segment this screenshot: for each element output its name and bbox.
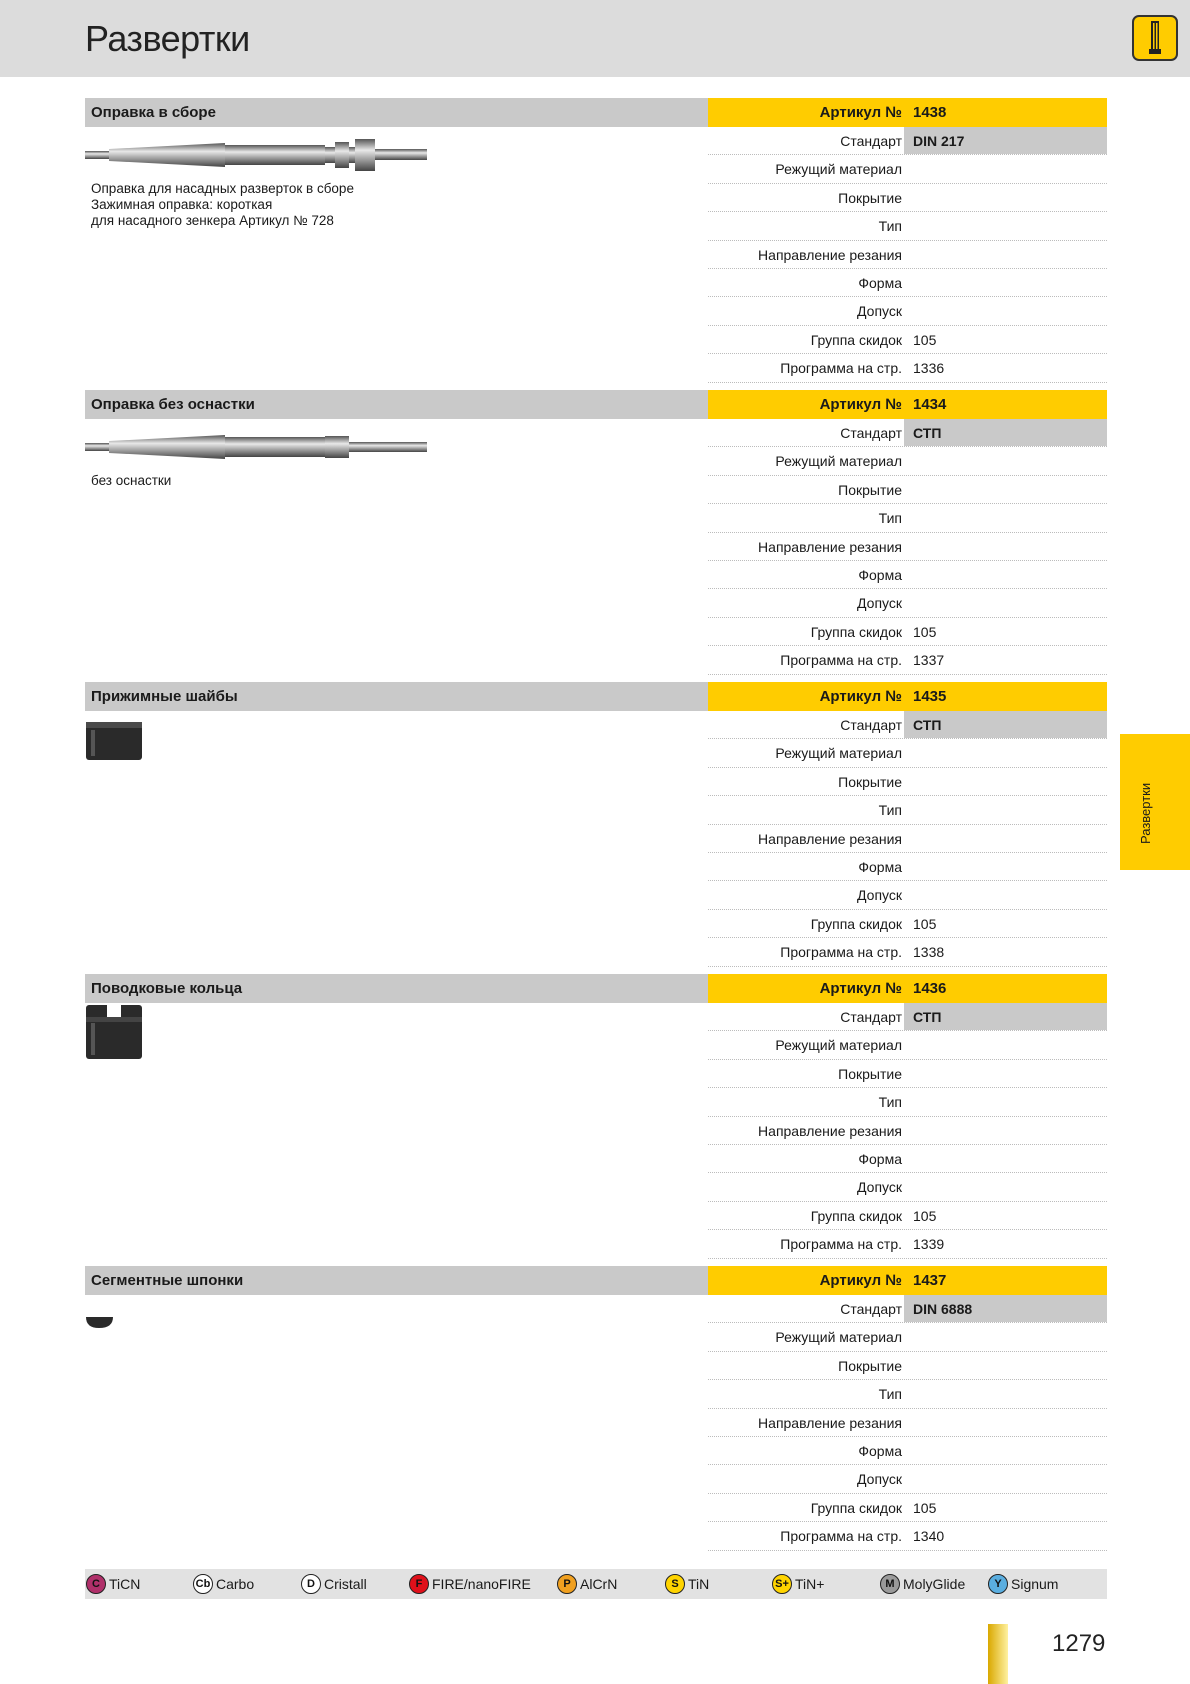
program-page-link[interactable]: 1339 <box>913 1236 945 1253</box>
row-standard: Стандарт СТП <box>708 1003 1107 1031</box>
discount-value: 105 <box>913 1207 937 1224</box>
row-discount: Группа скидок 105 <box>708 326 1107 354</box>
ticn-icon: C <box>86 1574 106 1594</box>
page-title: Развертки <box>85 18 250 59</box>
row-discount: Группа скидок 105 <box>708 910 1107 938</box>
row-type: Тип <box>708 504 1107 532</box>
row-program: Программа на стр. 1337 <box>708 646 1107 674</box>
standard-value: DIN 6888 <box>904 1295 1107 1322</box>
section-1434 <box>85 390 1107 682</box>
section-header <box>85 974 1107 1003</box>
program-page-link[interactable]: 1340 <box>913 1528 945 1545</box>
section-title: Сегментные шпонки <box>85 1266 708 1295</box>
section-title: Оправка в сборе <box>85 98 708 127</box>
section-title: Поводковые кольца <box>85 974 708 1003</box>
standard-value: DIN 217 <box>904 127 1107 154</box>
tin-icon: S <box>665 1574 685 1594</box>
row-material: Режущий материал <box>708 447 1107 475</box>
row-tolerance: Допуск <box>708 1465 1107 1493</box>
row-coating: Покрытие <box>708 476 1107 504</box>
arbor-assembled-image <box>85 138 445 174</box>
discount-value: 105 <box>913 915 937 932</box>
article-number: 1434 <box>913 396 947 413</box>
row-direction: Направление резания <box>708 825 1107 853</box>
row-type: Тип <box>708 1088 1107 1116</box>
article-label: Артикул № <box>819 1272 902 1289</box>
discount-value: 105 <box>913 1499 937 1516</box>
row-form: Форма <box>708 269 1107 297</box>
legend-item: P AlCrN <box>557 1569 617 1599</box>
section-title: Оправка без оснастки <box>85 390 708 419</box>
row-coating: Покрытие <box>708 1352 1107 1380</box>
section-header <box>85 1266 1107 1295</box>
row-type: Тип <box>708 1380 1107 1408</box>
legend-item: S TiN <box>665 1569 709 1599</box>
row-tolerance: Допуск <box>708 297 1107 325</box>
row-coating: Покрытие <box>708 1060 1107 1088</box>
row-tolerance: Допуск <box>708 589 1107 617</box>
row-standard: Стандарт СТП <box>708 711 1107 739</box>
section-1438 <box>85 98 1107 390</box>
page-number: 1279 <box>1052 1630 1106 1657</box>
molyglide-icon: M <box>880 1574 900 1594</box>
article-number: 1436 <box>913 980 947 997</box>
row-standard: Стандарт DIN 6888 <box>708 1295 1107 1323</box>
row-coating: Покрытие <box>708 768 1107 796</box>
row-program: Программа на стр. 1339 <box>708 1230 1107 1258</box>
row-discount: Группа скидок 105 <box>708 1494 1107 1522</box>
side-tab-label: Развертки <box>1138 782 1153 844</box>
row-form: Форма <box>708 853 1107 881</box>
clamping-washer-image <box>85 720 145 762</box>
article-label: Артикул № <box>819 980 902 997</box>
row-direction: Направление резания <box>708 241 1107 269</box>
section-header <box>85 390 1107 419</box>
section-1436 <box>85 974 1107 1266</box>
row-standard: Стандарт СТП <box>708 419 1107 447</box>
row-discount: Группа скидок 105 <box>708 618 1107 646</box>
row-material: Режущий материал <box>708 739 1107 767</box>
row-material: Режущий материал <box>708 155 1107 183</box>
description: Оправка для насадных разверток в сборе Зажимная оправка: короткая для насадного зенкера Артикул № 728 <box>91 181 354 228</box>
row-material: Режущий материал <box>708 1323 1107 1351</box>
carbo-icon: Cb <box>193 1574 213 1594</box>
section-header <box>85 682 1107 711</box>
coating-legend <box>85 1569 1107 1599</box>
row-program: Программа на стр. 1340 <box>708 1522 1107 1550</box>
program-page-link[interactable]: 1338 <box>913 944 945 961</box>
tin-plus-icon: S+ <box>772 1574 792 1594</box>
side-tab[interactable] <box>1120 734 1190 870</box>
fire-icon: F <box>409 1574 429 1594</box>
section-title: Прижимные шайбы <box>85 682 708 711</box>
section-1435 <box>85 682 1107 974</box>
article-number: 1437 <box>913 1272 947 1289</box>
article-label: Артикул № <box>819 104 902 121</box>
signum-icon: Y <box>988 1574 1008 1594</box>
row-discount: Группа скидок 105 <box>708 1202 1107 1230</box>
row-tolerance: Допуск <box>708 881 1107 909</box>
discount-value: 105 <box>913 623 937 640</box>
woodruff-key-image <box>85 1316 115 1330</box>
standard-value: СТП <box>904 1003 1107 1030</box>
row-form: Форма <box>708 1145 1107 1173</box>
reamer-category-icon <box>1132 15 1178 61</box>
article-label: Артикул № <box>819 688 902 705</box>
legend-item: M MolyGlide <box>880 1569 965 1599</box>
row-form: Форма <box>708 561 1107 589</box>
row-standard: Стандарт DIN 217 <box>708 127 1107 155</box>
article-number: 1435 <box>913 688 947 705</box>
legend-item: C TiCN <box>86 1569 140 1599</box>
description: без оснастки <box>91 473 172 488</box>
row-direction: Направление резания <box>708 533 1107 561</box>
row-coating: Покрытие <box>708 184 1107 212</box>
program-page-link[interactable]: 1336 <box>913 360 945 377</box>
article-number: 1438 <box>913 104 947 121</box>
row-type: Тип <box>708 796 1107 824</box>
standard-value: СТП <box>904 711 1107 738</box>
section-header <box>85 98 1107 127</box>
row-material: Режущий материал <box>708 1031 1107 1059</box>
legend-item: F FIRE/nanoFIRE <box>409 1569 531 1599</box>
row-tolerance: Допуск <box>708 1173 1107 1201</box>
article-label: Артикул № <box>819 396 902 413</box>
section-1437 <box>85 1266 1107 1558</box>
page-accent <box>988 1624 1008 1684</box>
row-program: Программа на стр. 1336 <box>708 354 1107 382</box>
legend-item: Y Signum <box>988 1569 1058 1599</box>
cristall-icon: D <box>301 1574 321 1594</box>
program-page-link[interactable]: 1337 <box>913 652 945 669</box>
legend-item: S+ TiN+ <box>772 1569 824 1599</box>
arbor-bare-image <box>85 430 445 466</box>
header-bar <box>0 0 1190 77</box>
row-direction: Направление резания <box>708 1117 1107 1145</box>
legend-item: Cb Carbo <box>193 1569 254 1599</box>
row-direction: Направление резания <box>708 1409 1107 1437</box>
row-program: Программа на стр. 1338 <box>708 938 1107 966</box>
legend-item: D Cristall <box>301 1569 367 1599</box>
discount-value: 105 <box>913 331 937 348</box>
standard-value: СТП <box>904 419 1107 446</box>
row-form: Форма <box>708 1437 1107 1465</box>
row-type: Тип <box>708 212 1107 240</box>
alcrn-icon: P <box>557 1574 577 1594</box>
drive-ring-image <box>85 1005 145 1061</box>
